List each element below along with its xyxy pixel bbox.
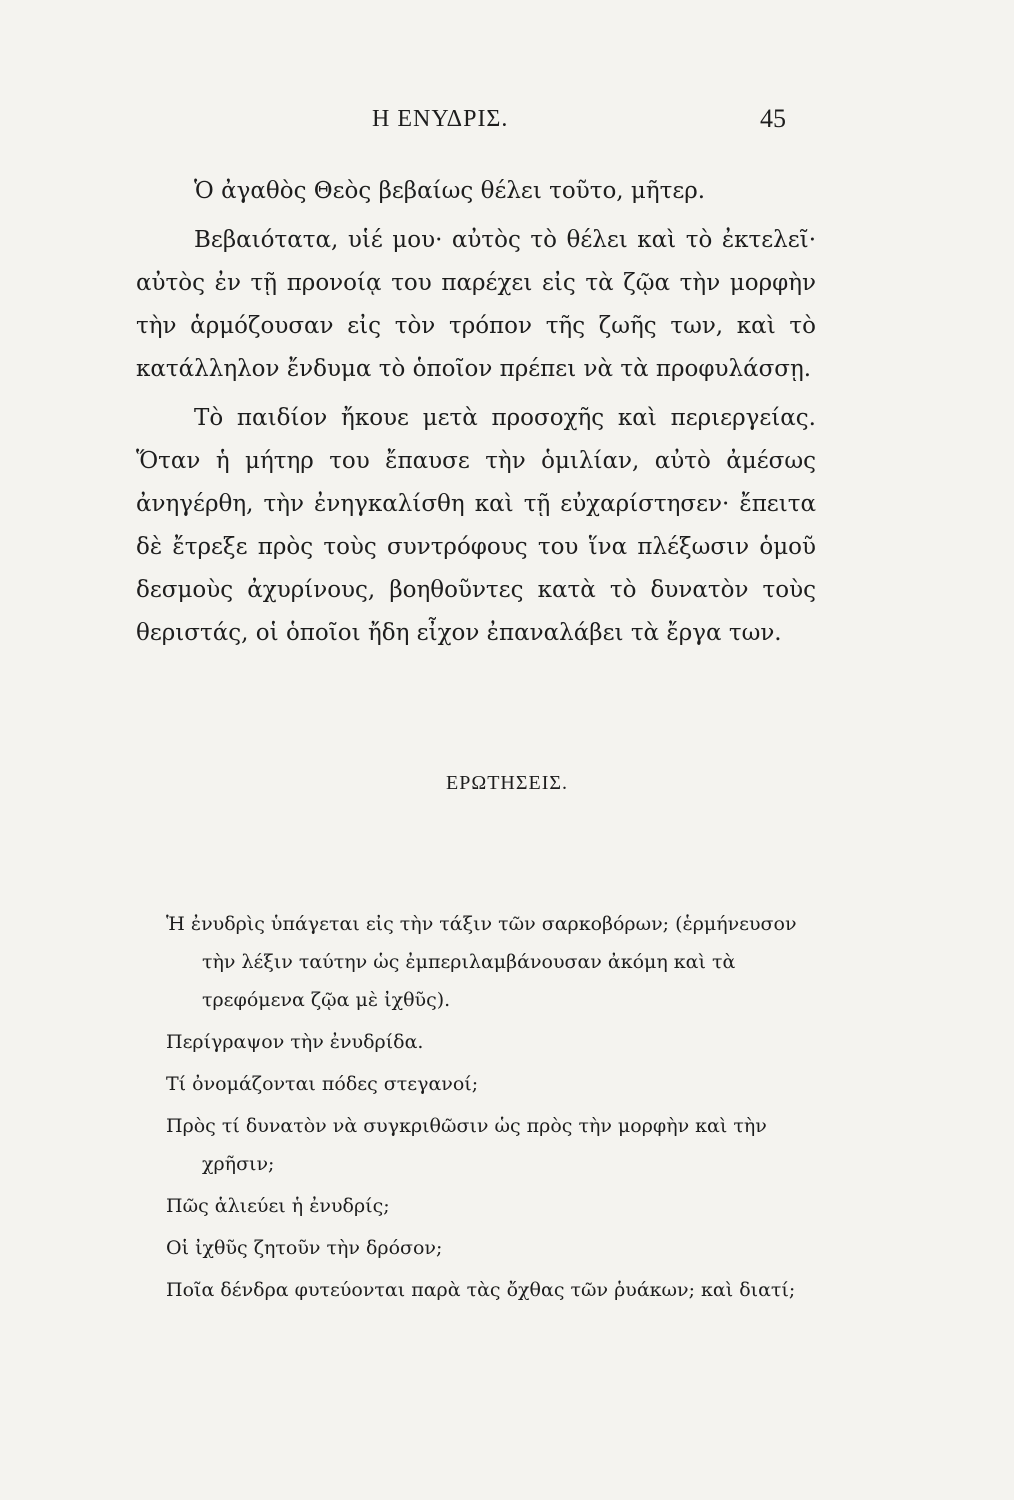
question-item: Πῶς ἁλιεύει ἡ ἐνυδρίς;	[166, 1195, 390, 1217]
main-text	[136, 170, 816, 655]
paragraph: Ὁ ἀγαθὸς Θεὸς βεβαίως θέλει τοῦτο, μῆτερ.	[194, 178, 706, 204]
question-item: Περίγραψον τὴν ἐνυδρίδα.	[166, 1031, 424, 1053]
section-heading: ΕΡΩΤΗΣΕΙΣ.	[445, 772, 569, 794]
questions-list	[166, 905, 826, 1313]
paragraph: Τὸ παιδίον ἤκουε μετὰ προσοχῆς καὶ περιεργείας. Ὅταν ἡ μήτηρ του ἔπαυσε τὴν ὁμιλίαν, αὐτὸ ἀμέσως ἀνηγέρθη, τὴν ἐνηγκαλίσθη καὶ τῇ εὐχαρίστησεν· ἔπειτα δὲ ἔτρεξε πρὸς τοὺς συντρόφους του ἵνα πλέξωσιν ὁμοῦ δεσμοὺς ἀχυρίνους, βοηθοῦντες κατὰ τὸ δυνατὸν τοὺς θεριστάς, οἱ ὁποῖοι ἤδη εἶχον ἐπαναλάβει τὰ ἔργα των.	[136, 405, 816, 646]
paragraph: Βεβαιότατα, υἱέ μου· αὐτὸς τὸ θέλει καὶ τὸ ἐκτελεῖ· αὐτὸς ἐν τῇ προνοίᾳ του παρέχει εἰς τὰ ζῷα τὴν μορφὴν τὴν ἁρμόζουσαν εἰς τὸν τρόπον τῆς ζωῆς των, καὶ τὸ κατάλληλον ἔνδυμα τὸ ὁποῖον πρέπει νὰ τὰ προφυλάσσῃ.	[136, 227, 816, 382]
page-header	[0, 106, 1014, 146]
question-item: Ποῖα δένδρα φυτεύονται παρὰ τὰς ὄχθας τῶν ῥυάκων; καὶ διατί;	[166, 1279, 796, 1301]
question-item: Ἡ ἐνυδρὶς ὑπάγεται εἰς τὴν τάξιν τῶν σαρκοβόρων; (ἑρμήνευσον τὴν λέξιν ταύτην ὡς ἐμπεριλαμβάνουσαν ἀκόμη καὶ τὰ τρεφόμενα ζῷα μὲ ἰχθῦς).	[166, 913, 797, 1011]
question-item: Πρὸς τί δυνατὸν νὰ συγκριθῶσιν ὡς πρὸς τὴν μορφὴν καὶ τὴν χρῆσιν;	[166, 1115, 767, 1175]
question-item: Τί ὀνομάζονται πόδες στεγανοί;	[166, 1073, 479, 1095]
page-number: 45	[760, 104, 786, 133]
question-item: Οἱ ἰχθῦς ζητοῦν τὴν δρόσον;	[166, 1237, 443, 1259]
running-title: Η ΕΝΥΔΡΙΣ.	[372, 106, 509, 132]
